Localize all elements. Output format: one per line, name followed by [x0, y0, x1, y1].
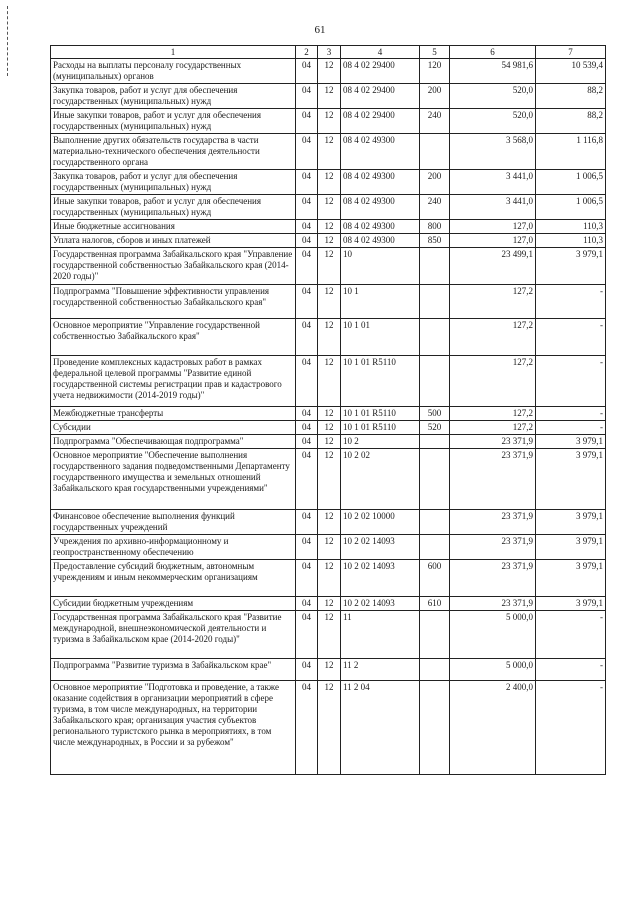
cell-vr	[420, 659, 450, 681]
cell-sum1: 23 371,9	[450, 560, 536, 597]
cell-code: 10 2	[341, 435, 420, 449]
cell-vr: 610	[420, 597, 450, 611]
header-col-4: 4	[341, 46, 420, 59]
cell-name: Проведение комплексных кадастровых работ в рамках федеральной целевой программы "Развитие единой государственной системы регистрации прав и кадастрового учета недвижимости (2014-2019 годы)"	[51, 356, 296, 407]
table-row	[51, 560, 606, 597]
cell-sum1: 127,2	[450, 319, 536, 356]
cell-name: Основное мероприятие "Управление государственной собственностью Забайкальского края"	[51, 319, 296, 356]
cell-sub: 12	[318, 449, 341, 510]
cell-sec: 04	[296, 195, 318, 220]
cell-name: Субсидии бюджетным учреждениям	[51, 597, 296, 611]
cell-code: 10	[341, 248, 420, 285]
cell-sum1: 23 371,9	[450, 510, 536, 535]
cell-vr: 800	[420, 220, 450, 234]
cell-sum2: 3 979,1	[536, 449, 606, 510]
cell-code: 10 2 02 14093	[341, 560, 420, 597]
cell-code: 08 4 02 49300	[341, 134, 420, 170]
cell-code: 11	[341, 611, 420, 659]
cell-name: Закупка товаров, работ и услуг для обеспечения государственных (муниципальных) нужд	[51, 170, 296, 195]
cell-code: 10 1 01	[341, 319, 420, 356]
cell-code: 08 4 02 49300	[341, 195, 420, 220]
cell-name: Основное мероприятие "Обеспечение выполнения государственного задания подведомственными Департаменту государственного имущества и земельных отношений Забайкальского края государственными учреждениями"	[51, 449, 296, 510]
cell-sec: 04	[296, 510, 318, 535]
cell-sum2: 3 979,1	[536, 435, 606, 449]
table-row	[51, 319, 606, 356]
cell-vr	[420, 435, 450, 449]
cell-sum1: 23 371,9	[450, 449, 536, 510]
cell-sec: 04	[296, 319, 318, 356]
cell-code: 08 4 02 29400	[341, 84, 420, 109]
cell-code: 11 2 04	[341, 681, 420, 775]
cell-sum1: 5 000,0	[450, 611, 536, 659]
cell-sec: 04	[296, 449, 318, 510]
cell-code: 11 2	[341, 659, 420, 681]
cell-sec: 04	[296, 535, 318, 560]
cell-name: Расходы на выплаты персоналу государственных (муниципальных) органов	[51, 59, 296, 84]
cell-sum2: -	[536, 407, 606, 421]
cell-sum2: 10 539,4	[536, 59, 606, 84]
table-row	[51, 421, 606, 435]
cell-vr	[420, 449, 450, 510]
cell-sec: 04	[296, 407, 318, 421]
cell-sum1: 5 000,0	[450, 659, 536, 681]
cell-vr	[420, 319, 450, 356]
cell-sec: 04	[296, 109, 318, 134]
cell-sub: 12	[318, 195, 341, 220]
cell-sum1: 3 568,0	[450, 134, 536, 170]
table-row	[51, 535, 606, 560]
cell-sub: 12	[318, 319, 341, 356]
header-col-6: 6	[450, 46, 536, 59]
cell-name: Иные закупки товаров, работ и услуг для обеспечения государственных (муниципальных) нужд	[51, 109, 296, 134]
cell-sum2: 88,2	[536, 84, 606, 109]
cell-vr	[420, 535, 450, 560]
cell-sec: 04	[296, 356, 318, 407]
cell-vr	[420, 285, 450, 319]
cell-vr: 200	[420, 170, 450, 195]
cell-code: 10 2 02	[341, 449, 420, 510]
cell-name: Выполнение других обязательств государства в части материально-технического обеспечения деятельности государственного органа	[51, 134, 296, 170]
cell-vr: 240	[420, 109, 450, 134]
cell-sum2: -	[536, 319, 606, 356]
cell-name: Государственная программа Забайкальского края "Управление государственной собственностью Забайкальского края (2014-2020 годы)"	[51, 248, 296, 285]
cell-sum2: -	[536, 356, 606, 407]
cell-sum1: 127,2	[450, 421, 536, 435]
table-row	[51, 611, 606, 659]
cell-code: 10 1 01 R5110	[341, 421, 420, 435]
cell-sec: 04	[296, 597, 318, 611]
table-row	[51, 597, 606, 611]
header-col-3: 3	[318, 46, 341, 59]
cell-sec: 04	[296, 170, 318, 195]
cell-sum2: 3 979,1	[536, 248, 606, 285]
cell-name: Основное мероприятие "Подготовка и проведение, а также оказание содействия в организации мероприятий в сфере туризма, в том числе международных, на территории Забайкальского края; организация участия субъектов регионального туристского рынка в мероприятиях, в том числе международных, в России и за рубежом"	[51, 681, 296, 775]
cell-code: 08 4 02 49300	[341, 170, 420, 195]
table-row	[51, 356, 606, 407]
cell-name: Закупка товаров, работ и услуг для обеспечения государственных (муниципальных) нужд	[51, 84, 296, 109]
cell-sub: 12	[318, 59, 341, 84]
cell-sum1: 2 400,0	[450, 681, 536, 775]
cell-vr: 120	[420, 59, 450, 84]
cell-sec: 04	[296, 659, 318, 681]
cell-code: 10 2 02 14093	[341, 597, 420, 611]
cell-name: Иные закупки товаров, работ и услуг для обеспечения государственных (муниципальных) нужд	[51, 195, 296, 220]
table-row	[51, 84, 606, 109]
cell-sum1: 520,0	[450, 84, 536, 109]
cell-sec: 04	[296, 220, 318, 234]
cell-sum1: 127,2	[450, 285, 536, 319]
cell-sub: 12	[318, 597, 341, 611]
cell-sub: 12	[318, 611, 341, 659]
cell-code: 10 1	[341, 285, 420, 319]
header-col-5: 5	[420, 46, 450, 59]
cell-vr: 520	[420, 421, 450, 435]
cell-vr	[420, 611, 450, 659]
cell-sub: 12	[318, 681, 341, 775]
cell-sum2: 1 006,5	[536, 195, 606, 220]
cell-sec: 04	[296, 681, 318, 775]
cell-sub: 12	[318, 134, 341, 170]
cell-sec: 04	[296, 285, 318, 319]
cell-sub: 12	[318, 407, 341, 421]
cell-sum2: -	[536, 611, 606, 659]
table-row	[51, 234, 606, 248]
cell-sum1: 127,2	[450, 356, 536, 407]
cell-name: Иные бюджетные ассигнования	[51, 220, 296, 234]
cell-sum2: 3 979,1	[536, 597, 606, 611]
cell-name: Подпрограмма "Развитие туризма в Забайкальском крае"	[51, 659, 296, 681]
cell-sum2: 88,2	[536, 109, 606, 134]
cell-vr	[420, 134, 450, 170]
cell-sub: 12	[318, 220, 341, 234]
table-row	[51, 170, 606, 195]
cell-sub: 12	[318, 510, 341, 535]
cell-sec: 04	[296, 435, 318, 449]
cell-sub: 12	[318, 560, 341, 597]
cell-name: Учреждения по архивно-информационному и геопространственному обеспечению	[51, 535, 296, 560]
cell-sum1: 3 441,0	[450, 195, 536, 220]
table-body	[51, 59, 606, 775]
cell-sum1: 127,0	[450, 234, 536, 248]
table-row	[51, 134, 606, 170]
cell-sub: 12	[318, 170, 341, 195]
cell-sub: 12	[318, 435, 341, 449]
table-row	[51, 285, 606, 319]
cell-sum1: 127,2	[450, 407, 536, 421]
header-row	[51, 46, 606, 59]
table-row	[51, 220, 606, 234]
cell-sum2: 1 116,8	[536, 134, 606, 170]
cell-sub: 12	[318, 109, 341, 134]
table-row	[51, 449, 606, 510]
cell-sec: 04	[296, 234, 318, 248]
cell-code: 10 2 02 14093	[341, 535, 420, 560]
cell-code: 10 1 01 R5110	[341, 407, 420, 421]
cell-sub: 12	[318, 535, 341, 560]
cell-code: 08 4 02 29400	[341, 59, 420, 84]
cell-sec: 04	[296, 59, 318, 84]
cell-sec: 04	[296, 421, 318, 435]
cell-vr: 200	[420, 84, 450, 109]
table-row	[51, 435, 606, 449]
cell-code: 10 1 01 R5110	[341, 356, 420, 407]
cell-sum2: 3 979,1	[536, 535, 606, 560]
cell-name: Финансовое обеспечение выполнения функций государственных учреждений	[51, 510, 296, 535]
cell-vr: 600	[420, 560, 450, 597]
cell-sum2: -	[536, 421, 606, 435]
page-number: 61	[314, 24, 326, 36]
cell-sum2: 3 979,1	[536, 560, 606, 597]
cell-sec: 04	[296, 134, 318, 170]
header-col-7: 7	[536, 46, 606, 59]
table-row	[51, 681, 606, 775]
cell-vr: 850	[420, 234, 450, 248]
cell-vr	[420, 510, 450, 535]
cell-name: Подпрограмма "Обеспечивающая подпрограмма"	[51, 435, 296, 449]
table-row	[51, 407, 606, 421]
cell-sum1: 23 371,9	[450, 535, 536, 560]
cell-code: 08 4 02 49300	[341, 220, 420, 234]
table-row	[51, 59, 606, 84]
cell-sub: 12	[318, 421, 341, 435]
table-row	[51, 510, 606, 535]
cell-sec: 04	[296, 611, 318, 659]
cell-sum1: 54 981,6	[450, 59, 536, 84]
table-row	[51, 248, 606, 285]
cell-sum2: -	[536, 659, 606, 681]
cell-sum2: 3 979,1	[536, 510, 606, 535]
cell-sum1: 23 371,9	[450, 597, 536, 611]
cell-sec: 04	[296, 560, 318, 597]
cell-sum1: 23 371,9	[450, 435, 536, 449]
header-col-1: 1	[51, 46, 296, 59]
cell-code: 08 4 02 29400	[341, 109, 420, 134]
budget-table	[50, 45, 606, 775]
cell-sum1: 3 441,0	[450, 170, 536, 195]
cell-sum1: 23 499,1	[450, 248, 536, 285]
cell-sum2: 1 006,5	[536, 170, 606, 195]
cell-name: Подпрограмма "Повышение эффективности управления государственной собственностью Забайкальского края"	[51, 285, 296, 319]
cell-code: 08 4 02 49300	[341, 234, 420, 248]
cell-name: Межбюджетные трансферты	[51, 407, 296, 421]
cell-name: Уплата налогов, сборов и иных платежей	[51, 234, 296, 248]
cell-sum1: 520,0	[450, 109, 536, 134]
cell-sec: 04	[296, 84, 318, 109]
table-row	[51, 109, 606, 134]
cell-sum2: 110,3	[536, 220, 606, 234]
cell-vr	[420, 681, 450, 775]
cell-name: Субсидии	[51, 421, 296, 435]
cell-vr	[420, 356, 450, 407]
cell-vr	[420, 248, 450, 285]
cell-sec: 04	[296, 248, 318, 285]
table-row	[51, 195, 606, 220]
cell-sum1: 127,0	[450, 220, 536, 234]
cell-sub: 12	[318, 234, 341, 248]
header-col-2: 2	[296, 46, 318, 59]
cell-sub: 12	[318, 356, 341, 407]
margin-marks	[7, 6, 12, 76]
cell-sub: 12	[318, 248, 341, 285]
cell-name: Предоставление субсидий бюджетным, автономным учреждениям и иным некоммерческим организациям	[51, 560, 296, 597]
cell-sub: 12	[318, 84, 341, 109]
cell-vr: 500	[420, 407, 450, 421]
cell-name: Государственная программа Забайкальского края "Развитие международной, внешнеэкономической деятельности и туризма в Забайкальском крае (2014-2020 годы)"	[51, 611, 296, 659]
cell-sum2: -	[536, 681, 606, 775]
cell-sum2: 110,3	[536, 234, 606, 248]
cell-sub: 12	[318, 285, 341, 319]
table-row	[51, 659, 606, 681]
cell-code: 10 2 02 10000	[341, 510, 420, 535]
cell-sum2: -	[536, 285, 606, 319]
cell-sub: 12	[318, 659, 341, 681]
cell-vr: 240	[420, 195, 450, 220]
